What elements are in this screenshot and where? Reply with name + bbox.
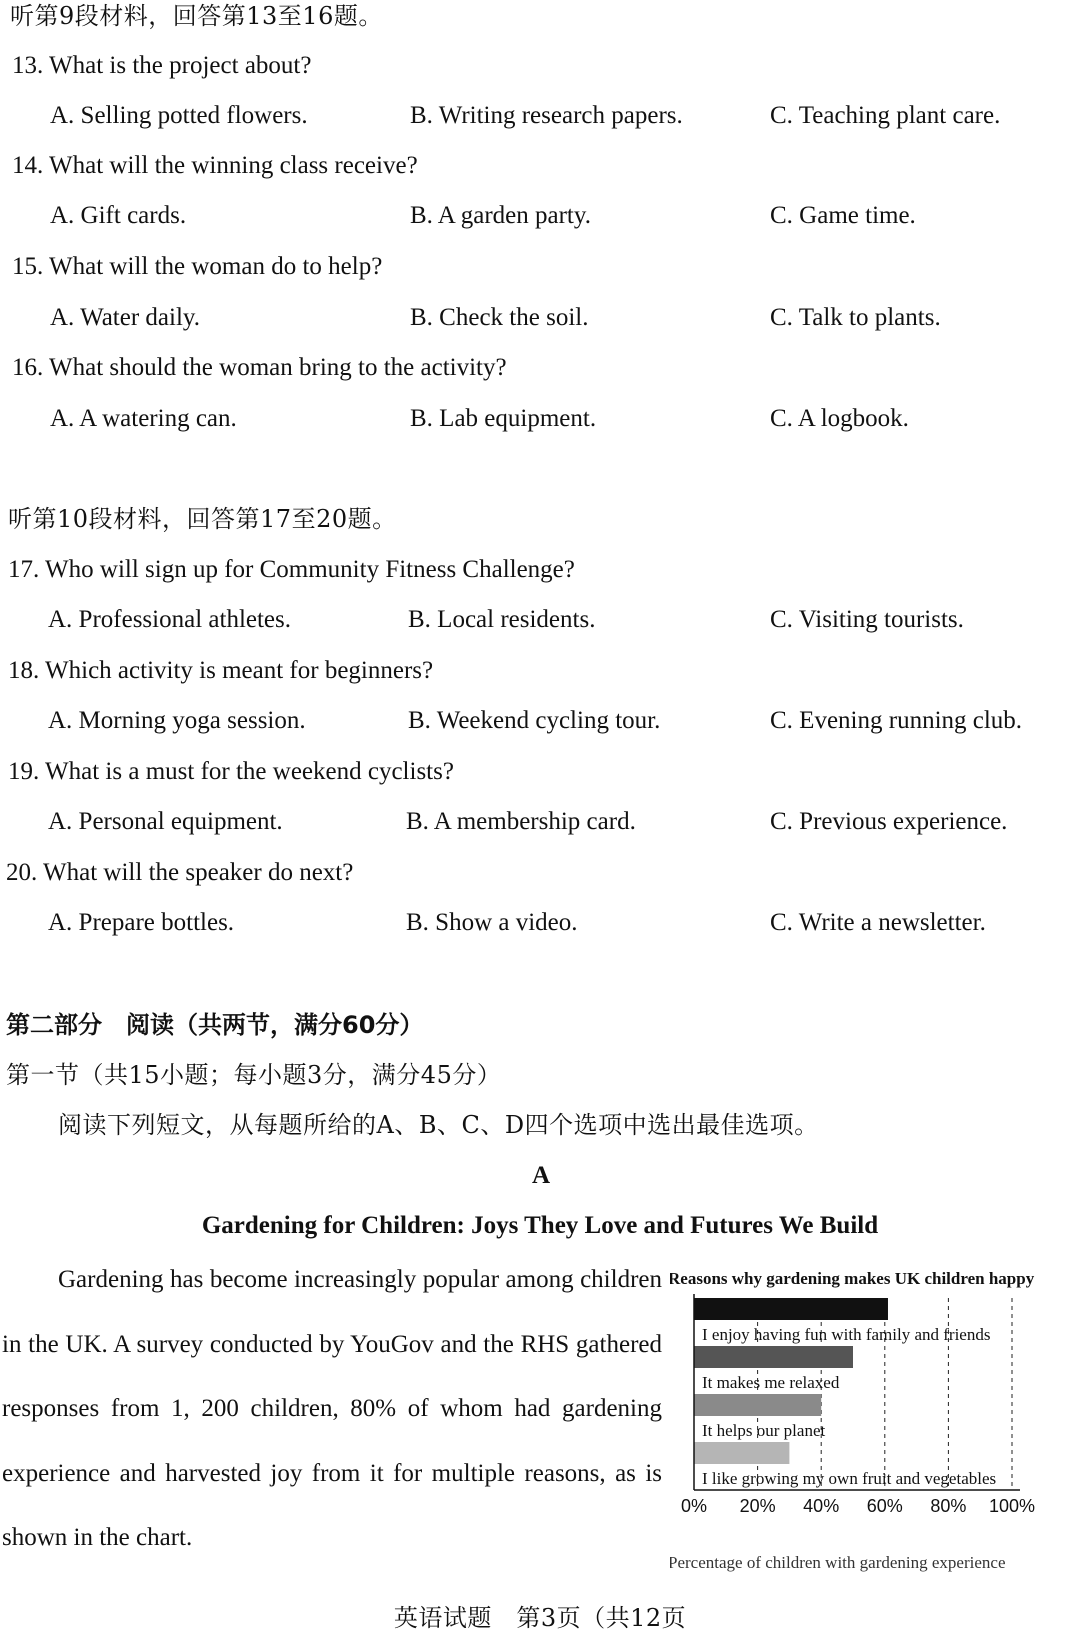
bar-label: It makes me relaxed (702, 1373, 840, 1392)
x-tick-label: 40% (803, 1496, 840, 1516)
option-19c: C. Previous experience. (770, 808, 1008, 835)
bar-label: I enjoy having fun with family and friends (702, 1325, 991, 1344)
bar (694, 1394, 821, 1416)
option-20a: A. Prepare bottles. (48, 909, 235, 936)
page-footer: 英语试题 第3页（共12页 (393, 1604, 687, 1632)
question-19: 19. What is a must for the weekend cyclists? (8, 758, 454, 785)
x-tick-label: 80% (930, 1496, 967, 1516)
passage-letter: A (532, 1162, 551, 1189)
gardening-chart (670, 1268, 1080, 1578)
chart-svg (670, 1268, 1080, 1578)
option-19a: A. Personal equipment. (48, 808, 283, 835)
x-tick-label: 20% (739, 1496, 776, 1516)
option-20b: B. Show a video. (406, 909, 578, 936)
question-14: 14. What will the winning class receive? (12, 152, 418, 179)
option-17c: C. Visiting tourists. (770, 606, 964, 633)
option-15c: C. Talk to plants. (770, 304, 941, 331)
section9-header: 听第9段材料，回答第13至16题。 (10, 2, 383, 30)
chart-x-axis-label: Percentage of children with gardening experience (670, 1553, 1006, 1572)
part2-section1: 第一节（共15小题；每小题3分，满分45分） (6, 1061, 502, 1089)
option-15a: A. Water daily. (50, 304, 201, 331)
option-16c: C. A logbook. (770, 405, 909, 432)
chart-title: Reasons why gardening makes UK children happy (670, 1269, 1035, 1288)
option-17a: A. Professional athletes. (48, 606, 292, 633)
passage-paragraph (2, 1248, 662, 1571)
option-20c: C. Write a newsletter. (770, 909, 986, 936)
bar (694, 1442, 789, 1464)
option-18b: B. Weekend cycling tour. (408, 707, 661, 734)
question-13: 13. What is the project about? (12, 52, 312, 79)
bar-label: It helps our planet (702, 1421, 826, 1440)
option-18a: A. Morning yoga session. (48, 707, 306, 734)
x-tick-label: 60% (866, 1496, 903, 1516)
option-15b: B. Check the soil. (410, 304, 589, 331)
option-13c: C. Teaching plant care. (770, 102, 1001, 129)
part2-title: 第二部分 阅读（共两节，满分60分） (6, 1011, 424, 1039)
question-17: 17. Who will sign up for Community Fitness Challenge? (8, 556, 575, 583)
x-tick-label: 100% (988, 1496, 1036, 1516)
option-13b: B. Writing research papers. (410, 102, 683, 129)
option-13a: A. Selling potted flowers. (50, 102, 308, 129)
option-16a: A. A watering can. (50, 405, 237, 432)
chart-x-ticks (681, 1496, 1035, 1516)
option-14c: C. Game time. (770, 202, 916, 229)
passage-title: Gardening for Children: Joys They Love and Futures We Build (201, 1212, 879, 1239)
question-20: 20. What will the speaker do next? (6, 859, 354, 886)
question-18: 18. Which activity is meant for beginners? (8, 657, 434, 684)
passage-paragraph-text: Gardening has become increasingly popular among children in the UK. A survey conducted by YouGov and the RHS gathered responses from 1, 200 children, 80% of whom had gardening experience and harvested joy from it for multiple reasons, as is shown in the chart. (2, 1266, 662, 1551)
bar (694, 1346, 853, 1368)
bar-label: I like growing my own fruit and vegetables (702, 1469, 997, 1488)
option-19b: B. A membership card. (406, 808, 636, 835)
bar (694, 1298, 888, 1320)
question-16: 16. What should the woman bring to the activity? (12, 354, 507, 381)
option-14a: A. Gift cards. (50, 202, 187, 229)
part2-instruction: 阅读下列短文，从每题所给的A、B、C、D四个选项中选出最佳选项。 (58, 1111, 819, 1139)
option-17b: B. Local residents. (408, 606, 596, 633)
x-tick-label: 0% (680, 1496, 708, 1516)
option-14b: B. A garden party. (410, 202, 591, 229)
question-15: 15. What will the woman do to help? (12, 253, 383, 280)
section10-header: 听第10段材料，回答第17至20题。 (8, 505, 397, 533)
option-16b: B. Lab equipment. (410, 405, 597, 432)
option-18c: C. Evening running club. (770, 707, 1023, 734)
